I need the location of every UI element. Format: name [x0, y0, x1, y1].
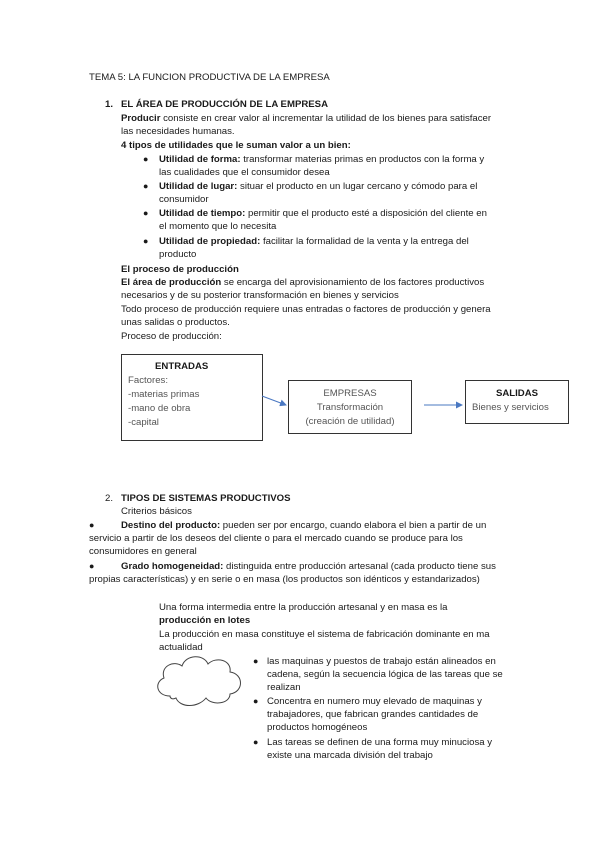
empresas-line: Transformación	[316, 402, 384, 413]
masa-bullet-3-line-1: Las tareas se definen de una forma muy minuciosa y	[267, 737, 493, 748]
utility-lugar-line-2: consumidor	[159, 194, 209, 205]
area-line-1: El área de producción se encarga del aprovisionamiento de los factores productivos	[121, 277, 485, 288]
entradas-line: Factores:	[128, 375, 168, 386]
destino-line-2: servicio a partir de los deseos del cliente o para el mercado cuando se produce para los	[89, 533, 463, 544]
masa-bullet-2-line-1: Concentra en numero muy elevado de maquinas y	[267, 696, 482, 707]
section-2-number: 2.	[105, 493, 114, 504]
proceso-heading: El proceso de producción	[121, 264, 239, 275]
section-1-heading: EL ÁREA DE PRODUCCIÓN DE LA EMPRESA	[121, 99, 328, 110]
producir-line-1: Producir consiste en crear valor al incrementar la utilidad de los bienes para satisfacer	[121, 113, 492, 124]
entradas-title: ENTRADAS	[155, 361, 209, 372]
utility-lugar-line-1: Utilidad de lugar: situar el producto en un lugar cercano y cómodo para el	[159, 181, 478, 192]
bullet-icon: ●	[253, 656, 259, 666]
bullet-icon: ●	[143, 154, 149, 164]
intermedia-line-2: producción en lotes	[159, 615, 251, 626]
salidas-title: SALIDAS	[495, 388, 539, 399]
masa-bullet-2-line-2: trabajadores, que fabrican grandes cantidades de	[267, 709, 479, 720]
entradas-line: -materias primas	[128, 389, 200, 400]
grado-line-1: Grado homogeneidad: distinguida entre producción artesanal (cada producto tiene sus	[121, 561, 496, 572]
proceso-label: Proceso de producción:	[121, 331, 222, 342]
destino-line-1: Destino del producto: pueden ser por encargo, cuando elabora el bien a partir de un	[121, 520, 487, 531]
masa-bullet-3-line-2: existe una marcada división del trabajo	[267, 750, 433, 761]
utility-propiedad-line-1: Utilidad de propiedad: facilitar la formalidad de la venta y la entrega del	[159, 236, 469, 247]
salidas-line: Bienes y servicios	[472, 402, 549, 413]
utility-forma-line-2: las cualidades que el consumidor desea	[159, 167, 330, 178]
bullet-icon: ●	[143, 181, 149, 191]
page-title: TEMA 5: LA FUNCION PRODUCTIVA DE LA EMPRESA	[89, 72, 330, 83]
grado-line-2: propias características) y en serie o en masa (los productos son idénticos y estandarizados)	[89, 574, 480, 585]
criterios-label: Criterios básicos	[121, 506, 192, 517]
utility-propiedad-line-2: producto	[159, 249, 197, 260]
bullet-icon: ●	[89, 561, 95, 571]
masa-bullet-1-line-2: cadena, según la secuencia lógica de las tareas que se	[267, 669, 503, 680]
bullet-icon: ●	[143, 236, 149, 246]
arrow-entradas-empresas	[262, 396, 286, 405]
masa-line-1: La producción en masa constituye el sistema de fabricación dominante en ma	[159, 629, 490, 640]
utility-forma-line-1: Utilidad de forma: transformar materias primas en productos con la forma y	[159, 154, 485, 165]
utilities-heading: 4 tipos de utilidades que le suman valor a un bien:	[121, 140, 351, 151]
section-2-heading: TIPOS DE SISTEMAS PRODUCTIVOS	[121, 493, 291, 504]
area-line-2: necesarios y de su posterior transformación en bienes y servicios	[121, 290, 399, 301]
bullet-icon: ●	[89, 520, 95, 530]
bullet-icon: ●	[253, 696, 259, 706]
producir-line-2: las necesidades humanas.	[121, 126, 235, 137]
masa-bullet-2-line-3: productos homogéneos	[267, 722, 368, 733]
masa-bullet-1-line-3: realizan	[267, 682, 301, 693]
destino-line-3: consumidores en general	[89, 546, 197, 557]
entradas-line: -capital	[128, 417, 159, 428]
masa-line-2: actualidad	[159, 642, 203, 653]
utility-tiempo-line-2: el momento que lo necesita	[159, 221, 277, 232]
entradas-line: -mano de obra	[128, 403, 191, 414]
empresas-title: EMPRESAS	[323, 388, 377, 399]
bullet-icon: ●	[253, 737, 259, 747]
utility-tiempo-line-1: Utilidad de tiempo: permitir que el producto esté a disposición del cliente en	[159, 208, 487, 219]
todo-line-2: unas salidas o productos.	[121, 317, 230, 328]
todo-line-1: Todo proceso de producción requiere unas entradas o factores de producción y genera	[121, 304, 491, 315]
masa-bullet-1-line-1: las maquinas y puestos de trabajo están alineados en	[267, 656, 496, 667]
cloud-icon	[150, 650, 250, 712]
empresas-line: (creación de utilidad)	[305, 416, 395, 427]
intermedia-line-1: Una forma intermedia entre la producción artesanal y en masa es la	[159, 602, 448, 613]
section-1-number: 1.	[105, 99, 114, 110]
bullet-icon: ●	[143, 208, 149, 218]
